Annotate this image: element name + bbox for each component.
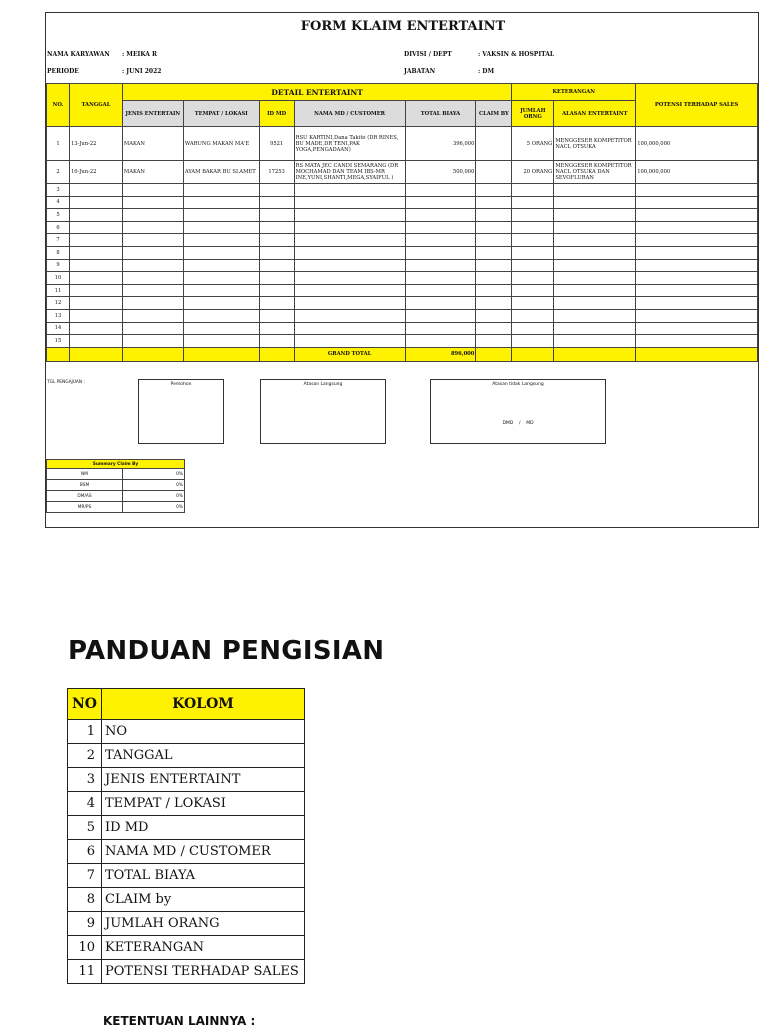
cell-empty <box>476 309 512 322</box>
cell-empty <box>636 309 758 322</box>
divisi-label: DIVISI / DEPT <box>404 51 452 58</box>
cell-empty <box>636 234 758 247</box>
cell-empty <box>122 272 183 285</box>
cell-empty <box>122 259 183 272</box>
cell-empty <box>294 322 405 335</box>
guide-row-kolom: POTENSI TERHADAP SALES <box>102 960 305 984</box>
guide-row-kolom: KETERANGAN <box>102 936 305 960</box>
table-row-empty <box>47 221 758 234</box>
cell-alasan: MENGGESER KOMPETITOR NACL OTSUKA <box>554 127 636 161</box>
cell-empty <box>554 297 636 310</box>
cell-empty <box>476 322 512 335</box>
cell-idmd: 9521 <box>259 127 294 161</box>
table-row-empty <box>47 335 758 348</box>
cell-empty <box>636 297 758 310</box>
pemohon-box <box>138 379 224 444</box>
cell-empty <box>476 259 512 272</box>
table-row <box>47 127 758 161</box>
cell-empty <box>122 284 183 297</box>
cell-empty <box>554 196 636 209</box>
table-row-empty <box>47 234 758 247</box>
cell-empty <box>294 259 405 272</box>
summary-value: 0% <box>123 469 185 480</box>
cell-empty <box>636 335 758 348</box>
cell-empty <box>476 209 512 222</box>
claim-form <box>45 12 759 528</box>
cell-empty <box>183 196 259 209</box>
guide-row-kolom: JENIS ENTERTAINT <box>102 768 305 792</box>
guide-row-no: 4 <box>68 792 102 816</box>
summary-label: NM <box>47 469 123 480</box>
cell-empty <box>122 309 183 322</box>
cell-empty <box>122 322 183 335</box>
cell-empty <box>259 234 294 247</box>
cell-no: 6 <box>47 221 70 234</box>
guide-row-no: 11 <box>68 960 102 984</box>
atasan-tidak-langsung-label: Atasan tidak Langsung <box>492 382 544 387</box>
cell-alasan: MENGGESER KOMPETITOR NACL OTSUKA DAN SEVOFLURAN <box>554 161 636 184</box>
cell-empty <box>636 284 758 297</box>
detail-table <box>46 83 758 362</box>
guide-col-kolom: KOLOM <box>102 689 305 720</box>
potensi-header: POTENSI TERHADAP SALES <box>636 84 758 127</box>
guide-row-no: 2 <box>68 744 102 768</box>
cell-total: 500,000 <box>405 161 476 184</box>
nama-karyawan-value: : MEIKA R <box>122 51 158 58</box>
col-nama-header: NAMA MD / CUSTOMER <box>294 101 405 127</box>
cell-empty <box>512 246 554 259</box>
cell-nama: RS MATA JEC CANDI SEMARANG (DR MOCHAMAD DAN TEAM IBS-MR INE,YUNI,SHANTI,MEGA,SYAIFUL ) <box>294 161 405 184</box>
cell-empty <box>69 309 122 322</box>
cell-empty <box>259 335 294 348</box>
cell-empty <box>554 209 636 222</box>
summary-row <box>47 491 185 502</box>
cell-empty <box>122 221 183 234</box>
cell-empty <box>183 335 259 348</box>
cell-no: 9 <box>47 259 70 272</box>
cell-empty <box>512 284 554 297</box>
guide-row-no: 8 <box>68 888 102 912</box>
cell-empty <box>122 335 183 348</box>
summary-value: 0% <box>123 480 185 491</box>
table-row-empty <box>47 272 758 285</box>
cell-empty <box>405 184 476 197</box>
col-alasan-header: ALASAN ENTERTAINT <box>554 101 636 127</box>
guide-col-no: NO <box>68 689 102 720</box>
cell-empty <box>122 234 183 247</box>
cell-no: 4 <box>47 196 70 209</box>
cell-empty <box>405 309 476 322</box>
cell-empty <box>405 246 476 259</box>
cell-empty <box>69 196 122 209</box>
summary-row <box>47 502 185 513</box>
table-row-empty <box>47 209 758 222</box>
cell-empty <box>512 259 554 272</box>
cell-empty <box>636 272 758 285</box>
cell-tanggal: 10-Jun-22 <box>69 161 122 184</box>
cell-empty <box>554 284 636 297</box>
cell-empty <box>476 284 512 297</box>
cell-tanggal: 13-Jun-22 <box>69 127 122 161</box>
guide-table <box>67 688 305 984</box>
cell-empty <box>294 335 405 348</box>
cell-empty <box>405 335 476 348</box>
cell-empty <box>183 246 259 259</box>
cell-no: 5 <box>47 209 70 222</box>
cell-empty <box>294 297 405 310</box>
guide-title: PANDUAN PENGISIAN <box>68 636 385 666</box>
jabatan-label: JABATAN <box>404 68 436 75</box>
nama-karyawan-label: NAMA KARYAWAN <box>47 51 110 58</box>
keterangan-header: KETERANGAN <box>512 84 636 101</box>
cell-empty <box>636 322 758 335</box>
cell-no: 2 <box>47 161 70 184</box>
table-row-empty <box>47 284 758 297</box>
cell-empty <box>183 259 259 272</box>
cell-empty <box>294 246 405 259</box>
cell-empty <box>476 297 512 310</box>
guide-row <box>68 888 305 912</box>
cell-no: 10 <box>47 272 70 285</box>
cell-empty <box>69 322 122 335</box>
cell-empty <box>636 259 758 272</box>
cell-empty <box>476 246 512 259</box>
cell-potensi: 100,000,000 <box>636 127 758 161</box>
cell-empty <box>512 196 554 209</box>
cell-empty <box>405 209 476 222</box>
cell-empty <box>554 246 636 259</box>
cell-empty <box>476 196 512 209</box>
guide-row-no: 5 <box>68 816 102 840</box>
cell-empty <box>554 272 636 285</box>
cell-empty <box>259 297 294 310</box>
guide-row <box>68 816 305 840</box>
cell-claim <box>476 161 512 184</box>
summary-row <box>47 480 185 491</box>
guide-row-no: 6 <box>68 840 102 864</box>
guide-row <box>68 960 305 984</box>
cell-no: 8 <box>47 246 70 259</box>
cell-empty <box>405 272 476 285</box>
cell-empty <box>183 309 259 322</box>
col-tempat-header: TEMPAT / LOKASI <box>183 101 259 127</box>
cell-jumlah: 5 ORANG <box>512 127 554 161</box>
cell-empty <box>554 259 636 272</box>
guide-row-kolom: NAMA MD / CUSTOMER <box>102 840 305 864</box>
cell-empty <box>294 209 405 222</box>
cell-potensi: 100,000,000 <box>636 161 758 184</box>
cell-empty <box>636 246 758 259</box>
guide-row-kolom: TANGGAL <box>102 744 305 768</box>
summary-label: BSM <box>47 480 123 491</box>
grand-total-value: 896,000 <box>405 347 476 361</box>
cell-empty <box>405 297 476 310</box>
table-row-empty <box>47 309 758 322</box>
guide-row <box>68 936 305 960</box>
ketentuan-lainnya: KETENTUAN LAINNYA : <box>103 1014 256 1028</box>
guide-row <box>68 864 305 888</box>
cell-empty <box>122 297 183 310</box>
cell-empty <box>294 284 405 297</box>
cell-tempat: AYAM BAKAR BU SLAMET <box>183 161 259 184</box>
cell-empty <box>183 322 259 335</box>
cell-empty <box>512 184 554 197</box>
grand-total-row <box>47 347 758 361</box>
cell-empty <box>69 246 122 259</box>
cell-empty <box>259 196 294 209</box>
form-title: FORM KLAIM ENTERTAINT <box>300 19 506 34</box>
cell-empty <box>512 297 554 310</box>
cell-tempat: WARUNG MAKAN MA'E <box>183 127 259 161</box>
tgl-pengajuan-label: TGL PENGAJUAN : <box>47 380 85 385</box>
cell-empty <box>259 322 294 335</box>
cell-empty <box>554 234 636 247</box>
cell-empty <box>476 234 512 247</box>
guide-row <box>68 792 305 816</box>
guide-row <box>68 912 305 936</box>
cell-empty <box>122 184 183 197</box>
detail-entertaint-header: DETAIL ENTERTAINT <box>122 84 511 101</box>
cell-empty <box>122 246 183 259</box>
cell-empty <box>259 272 294 285</box>
guide-row-no: 7 <box>68 864 102 888</box>
summary-claim-table <box>46 459 185 513</box>
cell-empty <box>122 209 183 222</box>
cell-nama: RSU KARTINI,Dana Takito (DR RINES, BU MADE,DR TENI,PAK YOGA,PENGADAAN) <box>294 127 405 161</box>
col-jumlah-header: JUMLAH ORNG <box>512 101 554 127</box>
col-no-header: NO. <box>47 84 70 127</box>
cell-empty <box>259 246 294 259</box>
table-row-empty <box>47 297 758 310</box>
summary-title: Summary Claim By <box>47 460 185 469</box>
guide-row-kolom: ID MD <box>102 816 305 840</box>
guide-row-no: 9 <box>68 912 102 936</box>
cell-empty <box>636 196 758 209</box>
guide-row <box>68 768 305 792</box>
cell-total: 396,000 <box>405 127 476 161</box>
cell-no: 7 <box>47 234 70 247</box>
cell-empty <box>512 221 554 234</box>
cell-empty <box>69 234 122 247</box>
summary-label: MR/PS <box>47 502 123 513</box>
cell-empty <box>476 272 512 285</box>
table-row <box>47 161 758 184</box>
dmd-md-label: DMD / MD <box>502 421 534 426</box>
cell-empty <box>69 259 122 272</box>
cell-empty <box>69 297 122 310</box>
cell-idmd: 17253 <box>259 161 294 184</box>
cell-empty <box>636 209 758 222</box>
col-jenis-header: JENIS ENTERTAIN <box>122 101 183 127</box>
guide-row-no: 3 <box>68 768 102 792</box>
cell-empty <box>512 335 554 348</box>
guide-row-kolom: TOTAL BIAYA <box>102 864 305 888</box>
cell-empty <box>259 209 294 222</box>
cell-empty <box>69 284 122 297</box>
col-claim-header: CLAIM BY <box>476 101 512 127</box>
cell-empty <box>294 221 405 234</box>
cell-empty <box>405 221 476 234</box>
cell-empty <box>636 221 758 234</box>
cell-empty <box>294 196 405 209</box>
periode-label: PERIODE <box>47 68 79 75</box>
divisi-value: : VAKSIN & HOSPITAL <box>478 51 555 58</box>
cell-empty <box>259 309 294 322</box>
cell-empty <box>69 221 122 234</box>
cell-empty <box>294 184 405 197</box>
guide-row-kolom: NO <box>102 720 305 744</box>
table-row-empty <box>47 184 758 197</box>
cell-empty <box>512 234 554 247</box>
cell-empty <box>259 221 294 234</box>
cell-empty <box>554 221 636 234</box>
grand-total-label: GRAND TOTAL <box>294 347 405 361</box>
cell-empty <box>636 184 758 197</box>
cell-claim <box>476 127 512 161</box>
cell-empty <box>69 209 122 222</box>
cell-no: 15 <box>47 335 70 348</box>
cell-no: 11 <box>47 284 70 297</box>
cell-no: 14 <box>47 322 70 335</box>
cell-empty <box>294 234 405 247</box>
guide-row-kolom: CLAIM by <box>102 888 305 912</box>
cell-empty <box>512 309 554 322</box>
cell-no: 1 <box>47 127 70 161</box>
table-row-empty <box>47 196 758 209</box>
cell-empty <box>122 196 183 209</box>
cell-empty <box>183 297 259 310</box>
col-total-header: TOTAL BIAYA <box>405 101 476 127</box>
cell-empty <box>476 184 512 197</box>
cell-empty <box>554 184 636 197</box>
cell-no: 3 <box>47 184 70 197</box>
cell-empty <box>183 234 259 247</box>
col-idmd-header: ID MD <box>259 101 294 127</box>
cell-empty <box>259 284 294 297</box>
atasan-langsung-label: Atasan Langsung <box>303 382 343 387</box>
table-row-empty <box>47 322 758 335</box>
cell-empty <box>183 221 259 234</box>
cell-empty <box>294 272 405 285</box>
cell-empty <box>405 322 476 335</box>
table-row-empty <box>47 246 758 259</box>
cell-jenis: MAKAN <box>122 161 183 184</box>
cell-empty <box>512 272 554 285</box>
cell-empty <box>294 309 405 322</box>
guide-row <box>68 744 305 768</box>
summary-row <box>47 469 185 480</box>
guide-row-no: 10 <box>68 936 102 960</box>
cell-no: 12 <box>47 297 70 310</box>
cell-jenis: MAKAN <box>122 127 183 161</box>
cell-empty <box>69 272 122 285</box>
cell-empty <box>183 272 259 285</box>
cell-empty <box>259 259 294 272</box>
periode-value: : JUNI 2022 <box>122 68 162 75</box>
cell-empty <box>259 184 294 197</box>
summary-value: 0% <box>123 491 185 502</box>
cell-empty <box>183 284 259 297</box>
col-tanggal-header: TANGGAL <box>69 84 122 127</box>
guide-row-no: 1 <box>68 720 102 744</box>
cell-no: 13 <box>47 309 70 322</box>
cell-empty <box>69 184 122 197</box>
cell-empty <box>183 209 259 222</box>
cell-empty <box>69 335 122 348</box>
cell-empty <box>512 322 554 335</box>
table-row-empty <box>47 259 758 272</box>
cell-empty <box>183 184 259 197</box>
pemohon-label: Pemohon <box>170 382 192 387</box>
cell-empty <box>405 196 476 209</box>
atasan-langsung-box <box>260 379 386 444</box>
cell-jumlah: 20 ORANG <box>512 161 554 184</box>
cell-empty <box>476 221 512 234</box>
cell-empty <box>554 322 636 335</box>
guide-row <box>68 840 305 864</box>
cell-empty <box>405 234 476 247</box>
summary-label: DM/AS <box>47 491 123 502</box>
atasan-tidak-langsung-box <box>430 379 606 444</box>
cell-empty <box>554 335 636 348</box>
jabatan-value: : DM <box>478 68 495 75</box>
guide-row-kolom: JUMLAH ORANG <box>102 912 305 936</box>
guide-row <box>68 720 305 744</box>
summary-value: 0% <box>123 502 185 513</box>
cell-empty <box>476 335 512 348</box>
cell-empty <box>554 309 636 322</box>
cell-empty <box>405 259 476 272</box>
cell-empty <box>512 209 554 222</box>
guide-row-kolom: TEMPAT / LOKASI <box>102 792 305 816</box>
cell-empty <box>405 284 476 297</box>
